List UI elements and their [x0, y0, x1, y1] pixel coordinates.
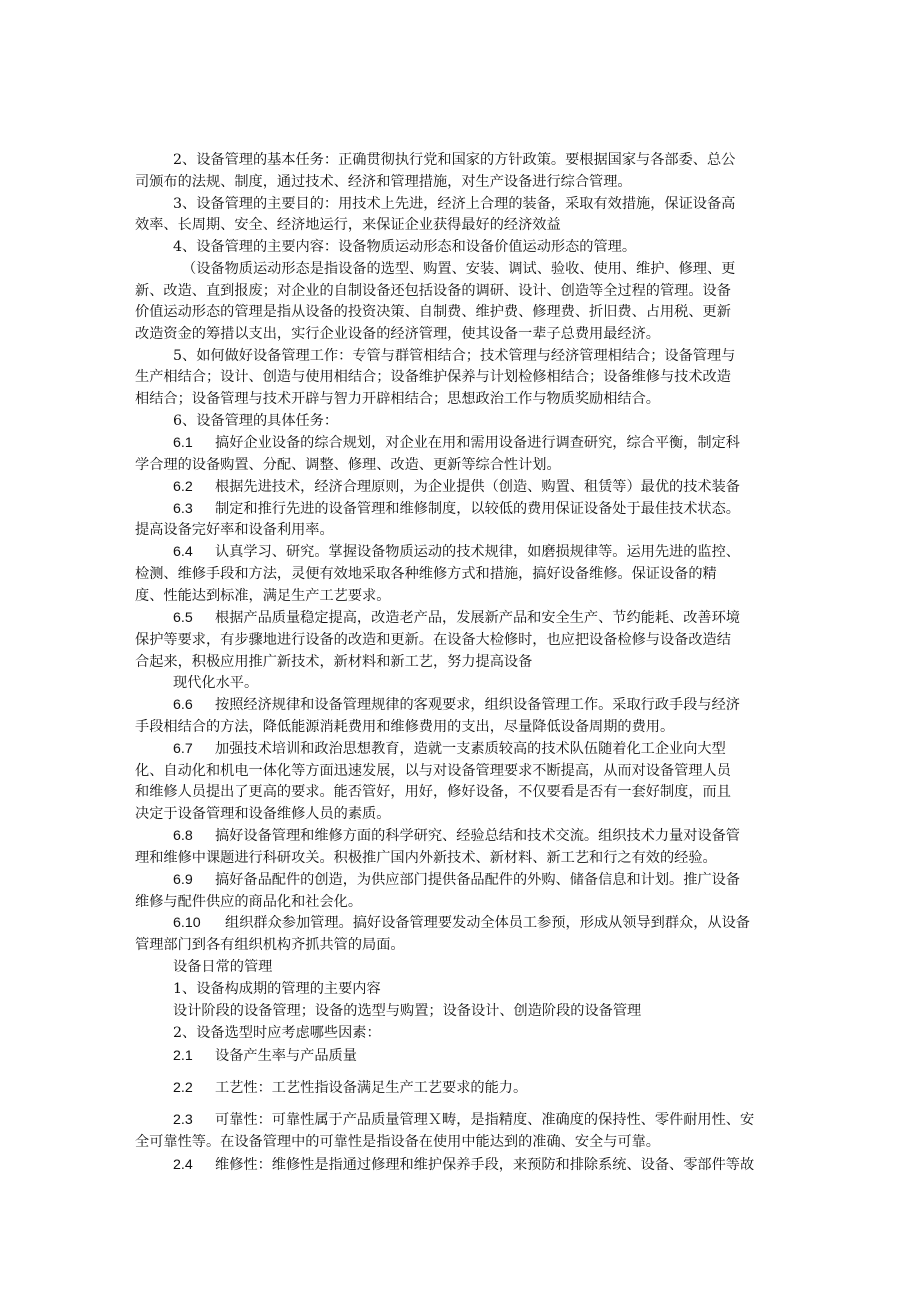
text-line: 效率、长周期、安全、经济地运行，来保证企业获得最好的经济效益	[135, 217, 561, 233]
text-line: 和维修人员提出了更高的要求。能否管好，用好，修好设备，不仅要看是否有一套好制度，而且	[135, 784, 731, 800]
text-line: 学合理的设备购置、分配、调整、修理、改造、更新等综合性计划。	[135, 457, 561, 473]
text-line: 2、设备管理的基本任务：正确贯彻执行党和国家的方针政策。要根据国家与各部委、总公	[173, 152, 736, 168]
text-line: 设备日常的管理	[173, 959, 273, 975]
item-number: 6.6	[173, 697, 193, 713]
text-line: 6、设备管理的具体任务：	[173, 413, 339, 429]
text-line: 1、设备构成期的管理的主要内容	[173, 981, 381, 997]
item-number: 6.5	[173, 610, 193, 626]
text-line: 6.6 按照经济规律和设备管理规律的客观要求，组织设备管理工作。采取行政手段与经济	[173, 697, 740, 713]
text-line: 手段相结合的方法，降低能源消耗费用和维修费用的支出，尽量降低设备周期的费用。	[135, 719, 675, 735]
item-number: 2.3	[173, 1112, 193, 1128]
item-number: 6.7	[173, 741, 193, 757]
text-line: 改造资金的筹措以支出，实行企业设备的经济管理，使其设备一辈子总费用最经济。	[135, 326, 660, 342]
text-line: 价值运动形态的管理是指从设备的投资决策、自制费、维护费、修理费、折旧费、占用税、更新	[135, 304, 731, 320]
item-number: 2.4	[173, 1157, 193, 1173]
item-number: 6.1	[173, 435, 193, 451]
text-line: 维修与配件供应的商品化和社会化。	[135, 894, 363, 910]
text-line: 6.1 搞好企业设备的综合规划，对企业在用和需用设备进行调查研究，综合平衡，制定科	[173, 435, 740, 451]
text-line: 2.3 可靠性：可靠性属于产品质量管理Ｘ畴，是指精度、准确度的保持性、零件耐用性、安	[173, 1112, 755, 1128]
item-number: 6.4	[173, 544, 193, 560]
text-line: 生产相结合；设计、创造与使用相结合；设备维护保养与计划检修相结合；设备维修与技术改造	[135, 369, 731, 385]
text-line: 6.9 搞好备品配件的创造，为供应部门提供备品配件的外购、储备信息和计划。推广设备	[173, 872, 740, 888]
text-line: 提高设备完好率和设备利用率。	[135, 522, 334, 538]
text-line: 司颁布的法规、制度，通过技术、经济和管理措施，对生产设备进行综合管理。	[135, 174, 632, 190]
text-line: 6.8 搞好设备管理和维修方面的科学研究、经验总结和技术交流。组织技术力量对设备管	[173, 828, 740, 844]
item-number: 6.10	[173, 915, 201, 931]
text-line: 保护等要求，有步骤地进行设备的改造和更新。在设备大检修时，也应把设备检修与设备改造结	[135, 632, 731, 648]
text-line: 度、性能达到标准，满足生产工艺要求。	[135, 588, 391, 604]
text-line: 管理部门到各有组织机构齐抓共管的局面。	[135, 937, 405, 953]
text-line: 6.5 根据产品质量稳定提高，改造老产品，发展新产品和安全生产、节约能耗、改善环境	[173, 610, 740, 626]
text-line: 2.4 维修性：维修性是指通过修理和维护保养手段，来预防和排除系统、设备、零部件等故	[173, 1157, 755, 1173]
text-line: 2.1 设备产生率与产品质量	[173, 1048, 357, 1064]
text-line: 2、设备选型时应考虑哪些因素：	[173, 1025, 381, 1041]
text-line: 理和维修中课题进行科研攻关。积极推广国内外新技术、新材料、新工艺和行之有效的经验。	[135, 850, 717, 866]
item-number: 2.2	[173, 1080, 193, 1096]
text-line: 检测、维修手段和方法，灵便有效地采取各种维修方式和措施，搞好设备维修。保证设备的精	[135, 566, 717, 582]
text-line: 决定于设备管理和设备维修人员的素质。	[135, 806, 391, 822]
text-line: 5、如何做好设备管理工作：专管与群管相结合；技术管理与经济管理相结合；设备管理与	[173, 348, 736, 364]
text-line: 3、设备管理的主要目的：用技术上先进，经济上合理的装备，采取有效措施，保证设备高	[173, 196, 736, 212]
text-line: 6.10 组织群众参加管理。搞好设备管理要发动全体员工参预，形成从领导到群众，从设备	[173, 915, 750, 931]
text-line: 新、改造、直到报废；对企业的自制设备还包括设备的调研、设计、创造等全过程的管理。设备	[135, 283, 731, 299]
text-line: 6.7 加强技术培训和政治思想教育，造就一支素质较高的技术队伍随着化工企业向大型	[173, 741, 726, 757]
text-line: 6.4 认真学习、研究。掌握设备物质运动的技术规律，如磨损规律等。运用先进的监控、	[173, 544, 740, 560]
text-line: 6.3 制定和推行先进的设备管理和维修制度，以较低的费用保证设备处于最佳技术状态。	[173, 501, 740, 517]
item-number: 6.3	[173, 501, 193, 517]
text-line: 现代化水平。	[173, 675, 259, 691]
item-number: 2.1	[173, 1048, 193, 1064]
text-line: 全可靠性等。在设备管理中的可靠性是指设备在使用中能达到的准确、安全与可靠。	[135, 1134, 660, 1150]
text-line: 6.2 根据先进技术，经济合理原则，为企业提供（创造、购置、租赁等）最优的技术装备	[173, 479, 740, 495]
item-number: 6.8	[173, 828, 193, 844]
text-line: （设备物质运动形态是指设备的选型、购置、安装、调试、验收、使用、维护、修理、更	[182, 261, 736, 277]
text-line: 相结合；设备管理与技术开辟与智力开辟相结合；思想政治工作与物质奖励相结合。	[135, 391, 660, 407]
text-line: 合起来，积极应用推广新技术，新材料和新工艺，努力提高设备	[135, 654, 533, 670]
text-line: 4、设备管理的主要内容：设备物质运动形态和设备价值运动形态的管理。	[173, 239, 637, 255]
item-number: 6.2	[173, 479, 193, 495]
text-line: 化、自动化和机电一体化等方面迅速发展，以与对设备管理要求不断提高，从而对设备管理人员	[135, 763, 731, 779]
text-line: 2.2 工艺性：工艺性指设备满足生产工艺要求的能力。	[173, 1080, 528, 1096]
text-line: 设计阶段的设备管理；设备的选型与购置；设备设计、创造阶段的设备管理	[173, 1003, 642, 1019]
item-number: 6.9	[173, 872, 193, 888]
